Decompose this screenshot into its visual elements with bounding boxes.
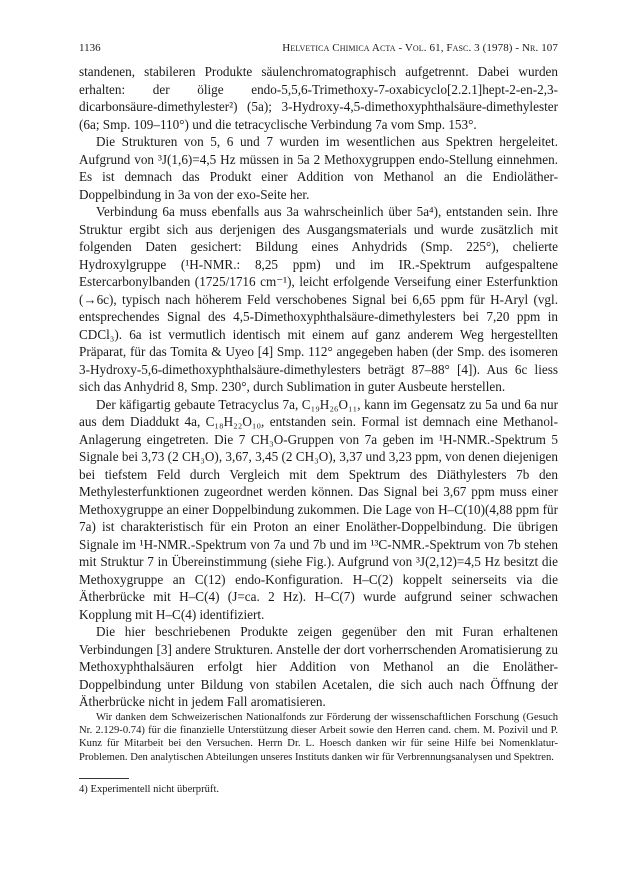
paragraph-2: Die Strukturen von 5, 6 und 7 wurden im wesentlichen aus Spektren hergeleitet. Aufgrund von ³J(1,6)=4,5 Hz müssen in 5a 2 Methoxygruppen endo-Stellung einnehmen. Es ist demnach das Produkt einer Addition von Methanol an die Endioläther-Doppelbindung in 3a von der exo-Seite her. [79, 134, 558, 202]
paragraph-4: Der käfigartig gebaute Tetracyclus 7a, C₁₉H₂₆O₁₁, kann im Gegensatz zu 5a und 6a nur aus dem Diaddukt 4a, C₁₈H₂₂O₁₀, entstanden sein. Formal ist demnach eine Methanol-Anlagerung eingetreten. Die 7 CH₃O-Gruppen von 7a geben im ¹H-NMR.-Spektrum 5 Signale bei 3,73 (2 CH₃O), 3,67, 3,45 (2 CH₃O), 3,37 und 3,23 ppm, von denen diejenigen bei tiefstem Feld durch Vergleich mit dem Spektrum des Diäthylesters 7b den Methylesterfunktionen zugeordnet werden können. Das Signal bei 3,67 ppm muss einer Methoxygruppe an einer Doppelbindung zukommen. Die Lage von H–C(10)(4,88 ppm für 7a) ist charakteristisch für ein Proton an einer Enoläther-Doppelbindung. Die übrigen Signale im ¹H-NMR.-Spektrum von 7a und 7b und im ¹³C-NMR.-Spektrum von 7b stehen mit Struktur 7 in Übereinstimmung (siehe Fig.). Aufgrund von ³J(2,12)=4,5 Hz besitzt die Methoxygruppe an C(12) endo-Konfiguration. H–C(2) koppelt seinerseits via die Ätherbrücke mit H–C(4) (J=ca. 2 Hz). H–C(7) wurde aufgrund seiner schwachen Kopplung mit H–C(4) identifiziert. [79, 396, 558, 622]
acknowledgement: Wir danken dem Schweizerischen Nationalfonds zur Förderung der wissenschaftlichen Forschung (Gesuch Nr. 2.129-0.74) für die finanzielle Unterstützung dieser Arbeit sowie den Herren cand. chem. M. Pozivil und P. Kunz für Mitarbeit bei den Versuchen. Herrn Dr. L. Hoesch danken wir für seine Hilfe bei Nomenklatur-Problemen. Den analytischen Abteilungen unseres Instituts danken wir für Verbrennungsanalysen und Spektren. [79, 711, 558, 763]
article-body [79, 63, 558, 764]
paragraph-3: Verbindung 6a muss ebenfalls aus 3a wahrscheinlich über 5a⁴), entstanden sein. Ihre Struktur ergibt sich aus derjenigen des Ausgangsmaterials und wurde zusätzlich mit folgenden Daten gesichert: Bildung eines Anhydrids (Smp. 225°), chelierte Hydroxylgruppe (¹H-NMR.: 8,25 ppm) und im IR.-Spektrum aufgespaltene Estercarbonylbanden (1725/1716 cm⁻¹), leicht erfolgende Verseifung einer Esterfunktion (→6c), typisch nach höherem Feld verschobenes Signal bei 6,65 ppm für H-Aryl (vgl. entsprechendes Signal des 4,5-Dimethoxyphthalsäure-dimethylesters bei 7,20 ppm in CDCl₃). 6a ist vermutlich identisch mit einem auf ganz anderem Weg hergestellten Präparat, für das Tomita & Uyeo [4] Smp. 112° angegeben haben (der Smp. des isomeren 3-Hydroxy-5,6-dimethoxyphthalsäure-dimethylesters beträgt 87–88° [4]). Aus 6c liess sich das Anhydrid 8, Smp. 230°, durch Sublimation in guter Ausbeute herstellen. [79, 204, 558, 394]
footnote-mark: 4) [79, 784, 88, 795]
paragraph-1: standenen, stabileren Produkte säulenchromatographisch aufgetrennt. Dabei wurden erhalten: der ölige endo-5,5,6-Trimethoxy-7-oxabicyclo[2.2.1]hept-2-en-2,3-dicarbonsäure-dimethylester²) (5a); 3-Hydroxy-4,5-dimethoxyphthalsäure-dimethylester (6a; Smp. 109–110°) und die tetracyclische Verbindung 7a vom Smp. 153°. [79, 64, 558, 132]
footnote-divider [79, 778, 129, 779]
footnote-text: Experimentell nicht überprüft. [90, 784, 220, 795]
page-number: 1136 [79, 42, 101, 54]
footnote [79, 783, 558, 796]
paragraph-5: Die hier beschriebenen Produkte zeigen gegenüber den mit Furan erhaltenen Verbindungen [3] andere Strukturen. Anstelle der dort vorherrschenden Aromatisierung zu Methoxyphthalsäuren erfolgt hier Addition von Methanol an die Enoläther-Doppelbindung unter Bildung von stabilen Acetalen, die sich auch nach Öffnung der Ätherbrücke nicht in jedem Fall aromatisieren. [79, 624, 558, 709]
running-title: Helvetica Chimica Acta - Vol. 61, Fasc. 3 (1978) - Nr. 107 [282, 42, 558, 54]
